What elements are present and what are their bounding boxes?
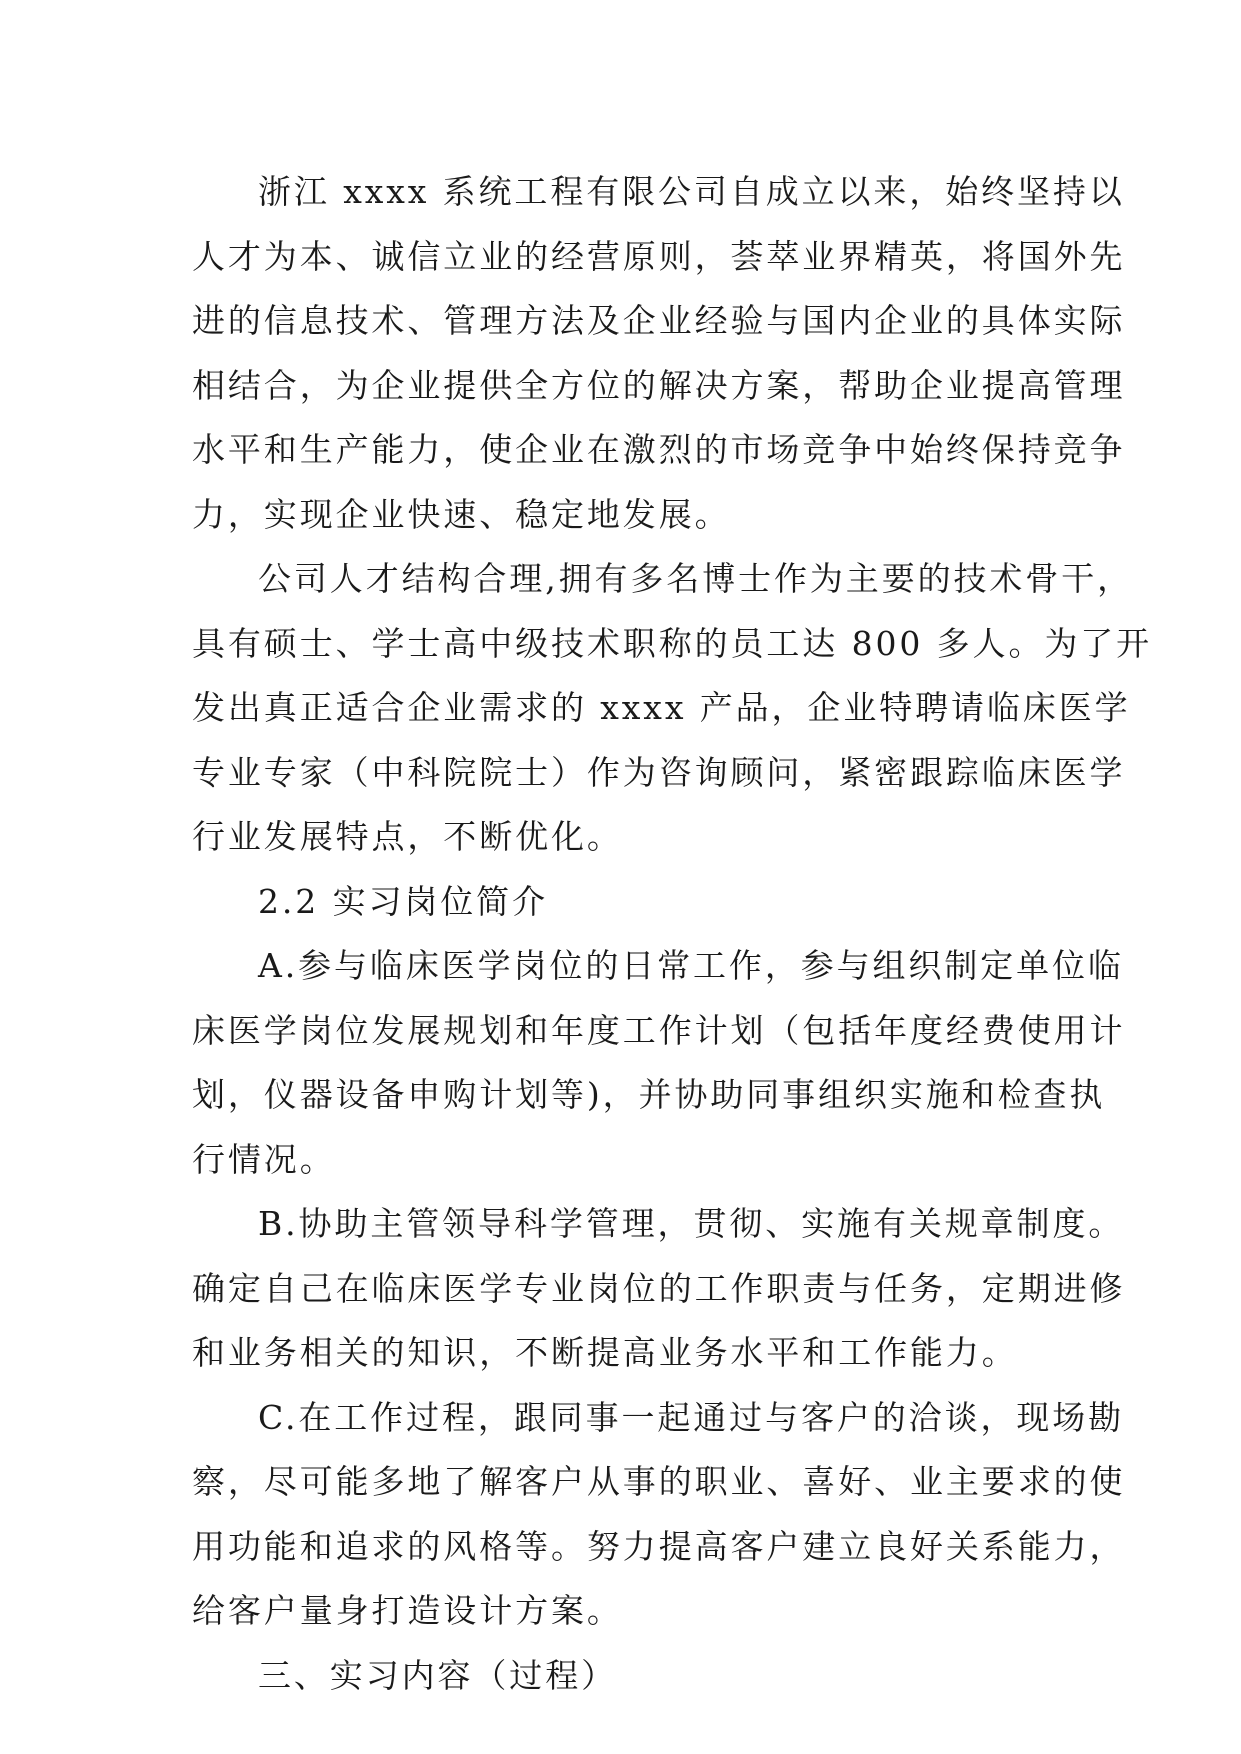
document-body — [192, 160, 1153, 1708]
text-line: 行业发展特点，不断优化。 — [192, 817, 623, 856]
paragraph-talent-structure — [192, 547, 1153, 870]
section-heading-internship-content — [192, 1644, 1050, 1709]
text-line: 进的信息技术、管理方法及企业经验与国内企业的具体实际 — [192, 301, 1126, 340]
paragraph-duty-b — [192, 1192, 1126, 1386]
text-line: 力，实现企业快速、稳定地发展。 — [192, 494, 731, 534]
text-line: 水平和生产能力，使企业在激烈的市场竞争中始终保持竞争 — [192, 430, 1126, 469]
heading-text: 三、实习内容（过程） — [258, 1655, 617, 1695]
text-line: 床医学岗位发展规划和年度工作计划（包括年度经费使用计 — [192, 1010, 1126, 1050]
text-line: 人才为本、诚信立业的经营原则，荟萃业界精英，将国外先 — [192, 236, 1126, 276]
paragraph-company-intro — [192, 160, 1126, 547]
text-line: 和业务相关的知识，不断提高业务水平和工作能力。 — [192, 1333, 1018, 1372]
text-line: 确定自己在临床医学专业岗位的工作职责与任务，定期进修 — [192, 1268, 1126, 1308]
text-line: 专业专家（中科院院士）作为咨询顾问，紧密跟踪临床医学 — [192, 752, 1126, 792]
paragraph-duty-c — [192, 1386, 1126, 1644]
text-line: 相结合，为企业提供全方位的解决方案，帮助企业提高管理 — [192, 365, 1126, 405]
heading-text: 2.2 实习岗位简介 — [258, 881, 548, 921]
paragraph-duty-a — [192, 934, 1126, 1192]
text-line: 公司人才结构合理,拥有多名博士作为主要的技术骨干， — [258, 559, 1133, 598]
section-heading-internship-position — [192, 870, 1050, 935]
text-line: 给客户量身打造设计方案。 — [192, 1591, 623, 1630]
text-line: 浙江 xxxx 系统工程有限公司自成立以来，始终坚持以 — [258, 172, 1125, 211]
text-line: C.在工作过程，跟同事一起通过与客户的洽谈，现场勘 — [258, 1397, 1125, 1437]
text-line: 行情况。 — [192, 1139, 336, 1179]
text-line: 用功能和追求的风格等。努力提高客户建立良好关系能力， — [192, 1526, 1126, 1566]
text-line: A.参与临床医学岗位的日常工作，参与组织制定单位临 — [258, 946, 1124, 985]
text-line: 察，尽可能多地了解客户从事的职业、喜好、业主要求的使 — [192, 1462, 1126, 1501]
text-line: B.协助主管领导科学管理，贯彻、实施有关规章制度。 — [258, 1204, 1125, 1243]
text-line: 划，仪器设备申购计划等)，并协助同事组织实施和检查执 — [192, 1075, 1106, 1114]
text-line: 具有硕士、学士高中级技术职称的员工达 800 多人。为了开 — [192, 623, 1153, 663]
text-line: 发出真正适合企业需求的 xxxx 产品，企业特聘请临床医学 — [192, 688, 1131, 727]
